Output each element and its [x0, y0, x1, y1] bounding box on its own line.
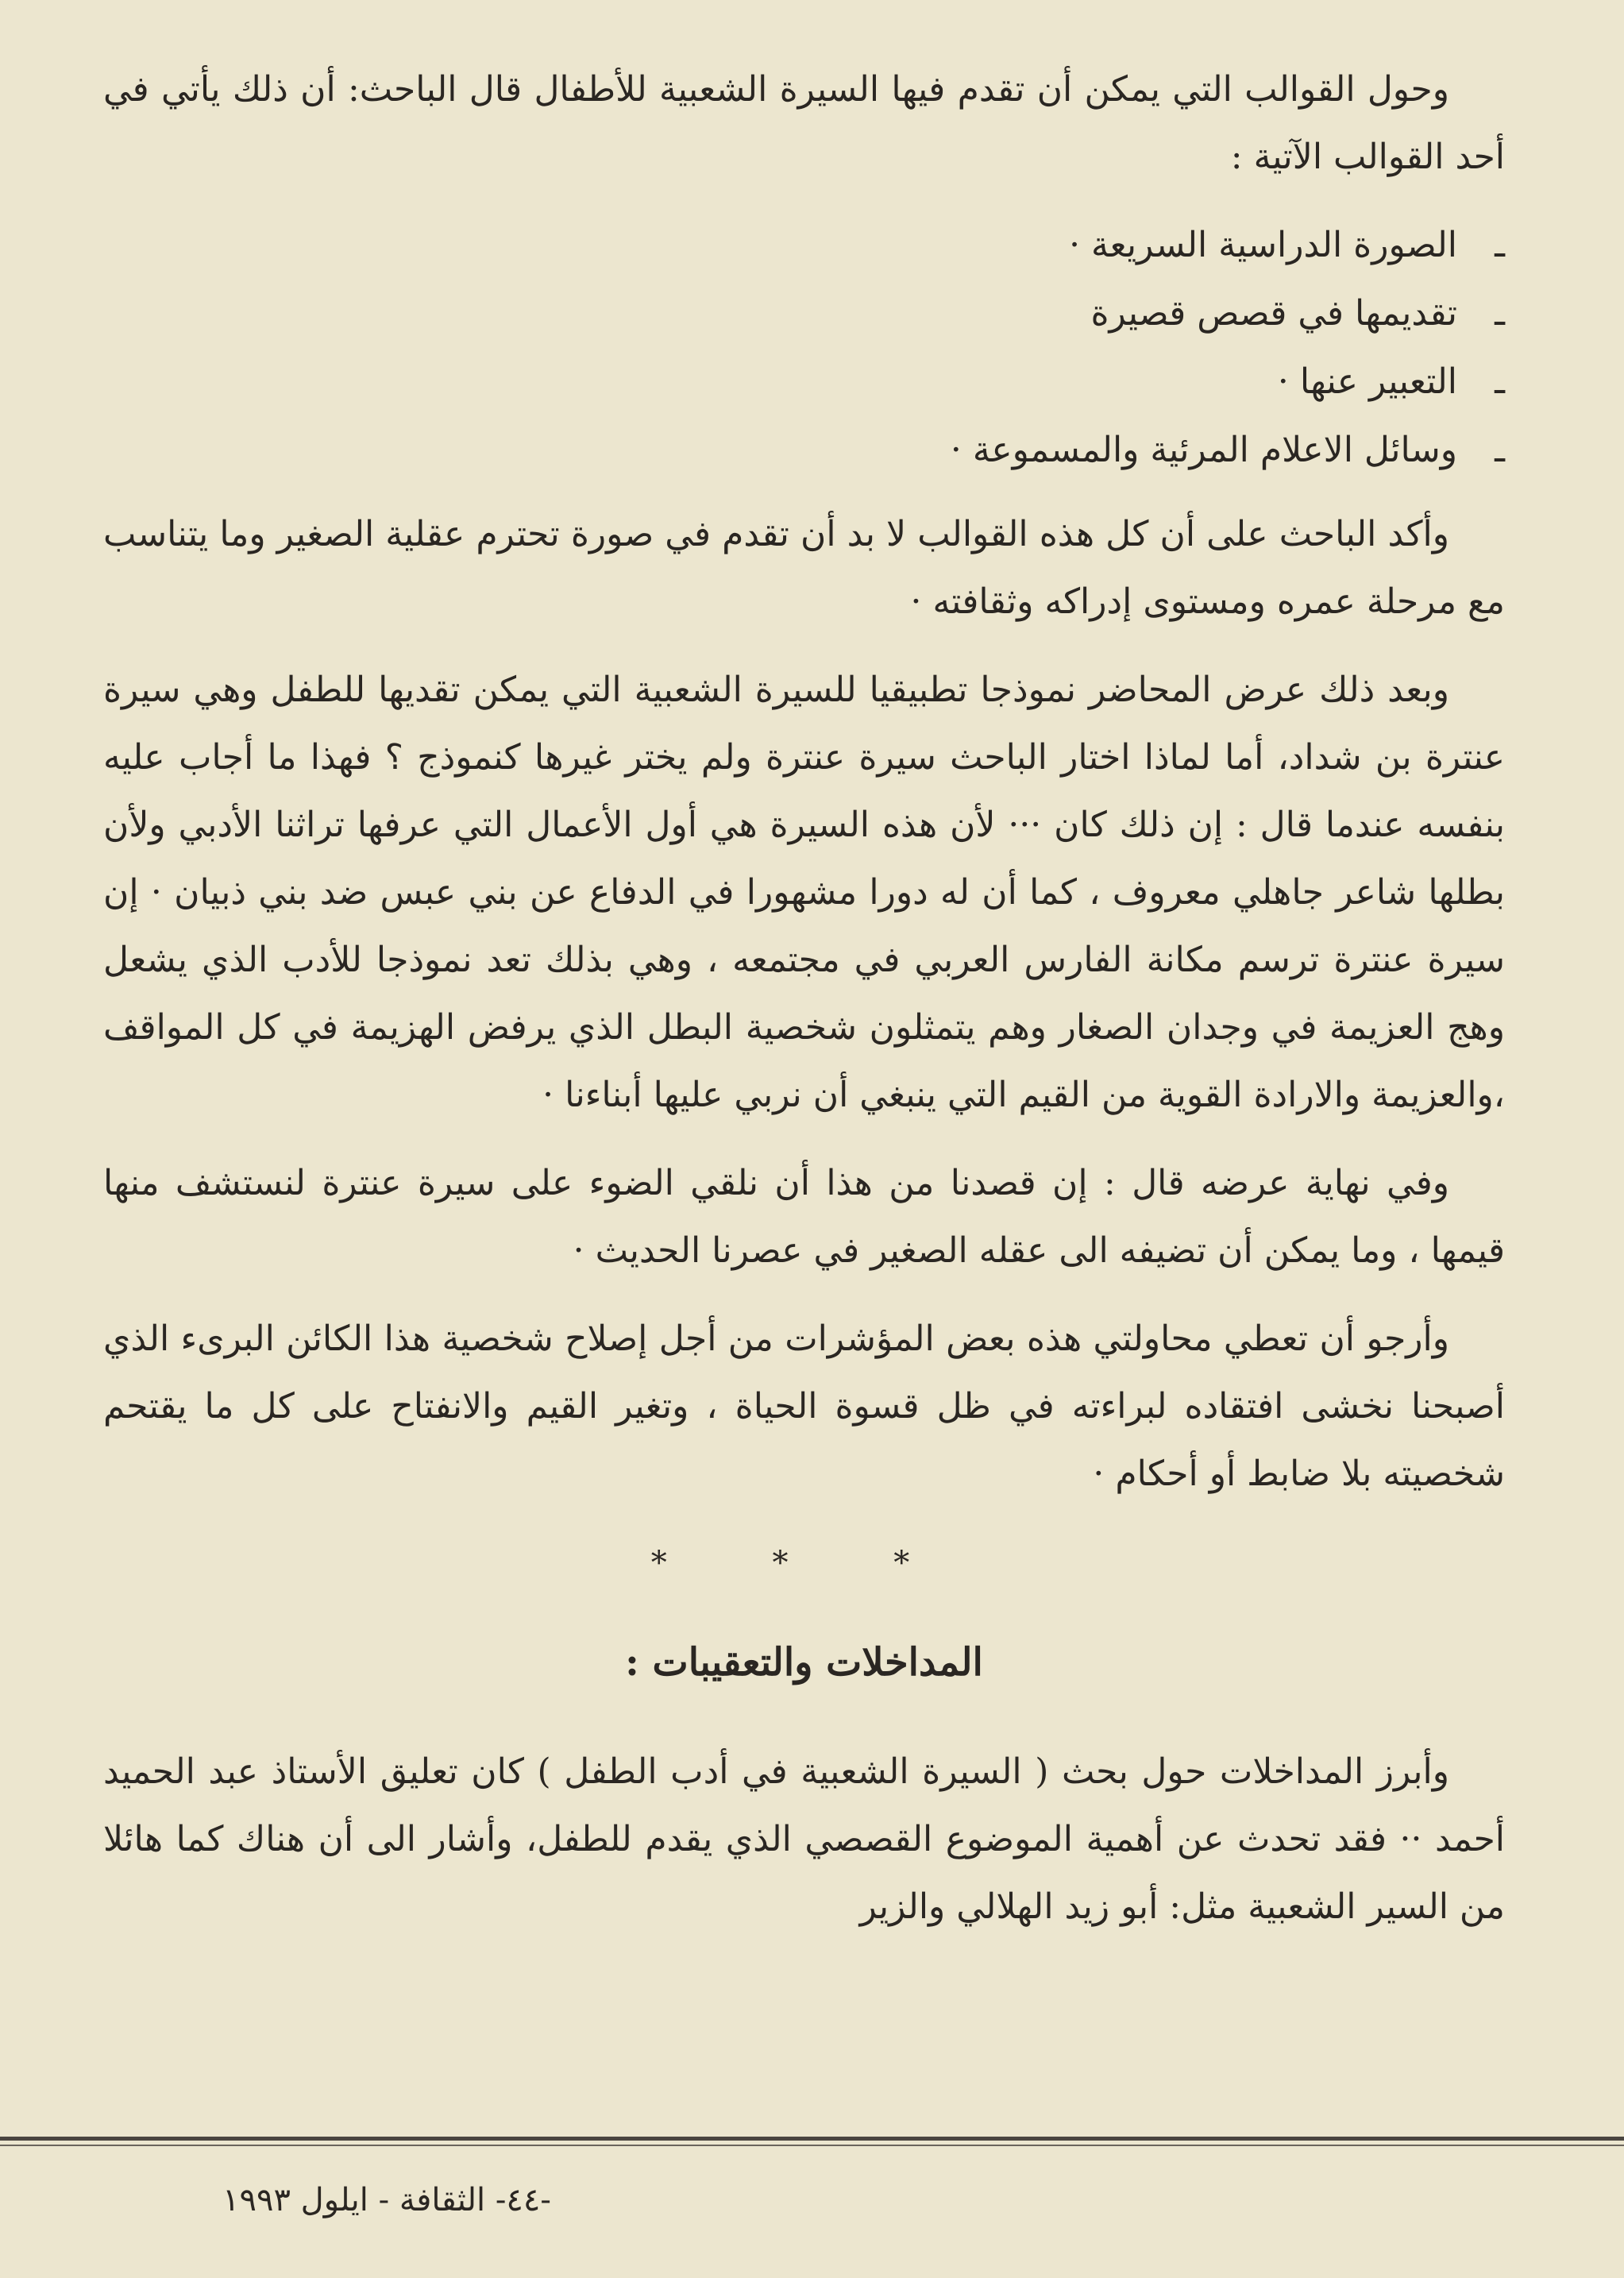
list-item	[103, 416, 1505, 485]
dash-bullet: ـ	[1495, 225, 1505, 265]
article-body	[103, 56, 1505, 1940]
paragraph-researcher-emphasis: وأكد الباحث على أن كل هذه القوالب لا بد أن تقدم في صورة تحترم عقلية الصغير وما يتناسب مع مرحلة عمره ومستوى إدراكه وثقافته ·	[103, 514, 1505, 622]
dash-bullet: ـ	[1495, 361, 1505, 402]
list-item-text: الصورة الدراسية السريعة ·	[1069, 225, 1457, 265]
list-item	[103, 211, 1505, 280]
list-item	[103, 348, 1505, 416]
list-item-text: تقديمها في قصص قصيرة	[1090, 293, 1457, 334]
list-item-text: وسائل الاعلام المرئية والمسموعة ·	[950, 430, 1457, 470]
list-item-text: التعبير عنها ·	[1277, 361, 1457, 402]
paragraph-conclusion: وفي نهاية عرضه قال : إن قصدنا من هذا أن نلقي الضوء على سيرة عنترة لنستشف منها قيمها ، وما يمكن أن تضيفه الى عقله الصغير في عصرنا الحديث ·	[103, 1163, 1505, 1271]
dash-bullet: ـ	[1495, 430, 1505, 470]
paragraph-templates-intro: وحول القوالب التي يمكن أن تقدم فيها السيرة الشعبية للأطفال قال الباحث: أن ذلك يأتي في أحد القوالب الآتية :	[103, 69, 1505, 177]
list-item	[103, 280, 1505, 348]
section-heading: المداخلات والتعقيبات :	[625, 1640, 983, 1685]
page-footer: -٤٤- الثقافة - ايلول ١٩٩٣	[222, 2182, 551, 2218]
dash-bullet: ـ	[1495, 293, 1505, 334]
footer-rule	[0, 2137, 1624, 2141]
templates-list	[103, 211, 1505, 485]
footer-rule-thin	[0, 2145, 1624, 2146]
paragraph-hope: وأرجو أن تعطي محاولتي هذه بعض المؤشرات من أجل إصلاح شخصية هذا الكائن البرىء الذي أصبحنا نخشى افتقاده لبراءته في ظل قسوة الحياة ، وتغير القيم والانفتاح على كل ما يقتحم شخصيته بلا ضابط أو أحكام ·	[103, 1319, 1505, 1494]
paragraph-antara-model: وبعد ذلك عرض المحاضر نموذجا تطبيقيا للسيرة الشعبية التي يمكن تقديها للطفل وهي سيرة عنترة بن شداد، أما لماذا اختار الباحث سيرة عنترة ولم يختر غيرها كنموذج ؟ فهذا ما أجاب عليه بنفسه عندما قال : إن ذلك كان ··· لأن هذه السيرة هي أول الأعمال التي عرفها تراثنا الأدبي ولأن بطلها شاعر جاهلي معروف ، كما أن له دورا مشهورا في الدفاع عن بني عبس ضد بني ذبيان · إن سيرة عنترة ترسم مكانة الفارس العربي في مجتمعه ، وهي بذلك تعد نموذجا للأدب الذي يشعل وهج العزيمة في وجدان الصغار وهم يتمثلون شخصية البطل الذي يرفض الهزيمة في كل المواقف ،والعزيمة والارادة القوية من القيم التي ينبغي أن نربي عليها أبناءنا ·	[103, 670, 1505, 1115]
section-separator-stars: * * *	[650, 1545, 958, 1581]
paragraph-interventions: وأبرز المداخلات حول بحث ( السيرة الشعبية في أدب الطفل ) كان تعليق الأستاذ عبد الحميد أحمد ·· فقد تحدث عن أهمية الموضوع القصصي الذي يقدم للطفل، وأشار الى أن هناك كما هائلا من السير الشعبية مثل: أبو زيد الهلالي والزير	[103, 1751, 1505, 1927]
